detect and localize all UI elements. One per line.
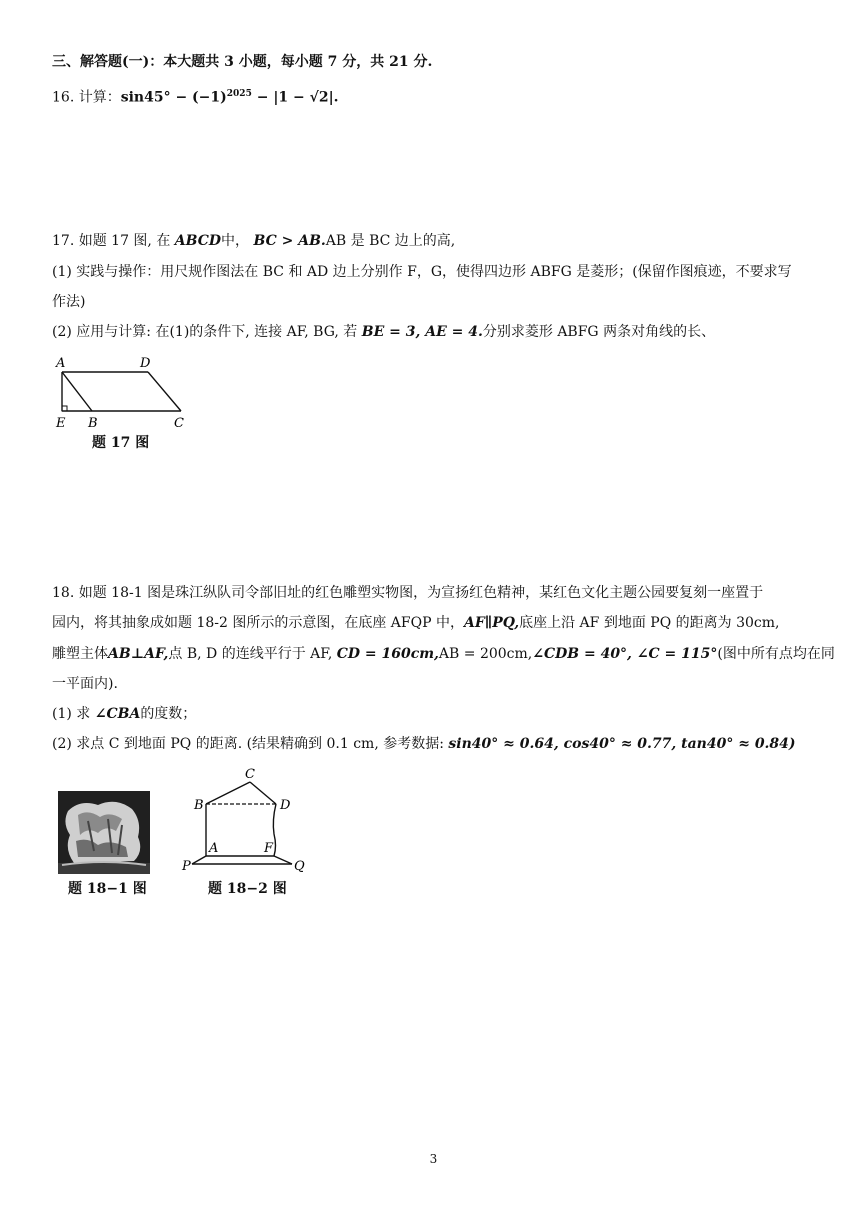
q17-math-bc-ab: BC > AB.: [253, 233, 326, 249]
figure-18-2-caption: 题 18−2 图: [208, 881, 287, 897]
q18-line-4: 一平面内).: [52, 676, 118, 692]
fig17-label-e: E: [56, 416, 66, 431]
q18-math-cba: ∠CBA: [94, 706, 141, 722]
q17-text: 17. 如题 17 图, 在: [52, 233, 171, 249]
q18-math-angles: ∠CDB = 40°, ∠C = 115°: [532, 646, 718, 662]
q17-text: 中，: [221, 233, 250, 249]
fig18-label-q: Q: [294, 859, 305, 874]
fig17-label-d: D: [140, 356, 151, 371]
q18-line-2: [52, 613, 779, 633]
q18-text: 点 B, D 的连线平行于 AF,: [168, 646, 333, 662]
figure-17-parallelogram: [50, 350, 200, 435]
fig18-label-b: B: [194, 798, 204, 813]
question-16: [52, 84, 339, 108]
q16-prefix: 计算：: [78, 89, 121, 106]
q18-part-1: [52, 704, 196, 724]
q17-line-2: (1) 实践与操作：用尺规作图法在 BC 和 AD 边上分别作 F，G，使得四边形 ABFG 是菱形；(保留作图痕迹，不要求写: [52, 264, 792, 280]
q17-line-3: 作法): [52, 294, 86, 310]
q18-line-1: 18. 如题 18-1 图是珠江纵队司令部旧址的红色雕塑实物图，为宣扬红色精神，某红色文化主题公园要复刻一座置于: [52, 585, 764, 601]
figure-18-1-photo: [58, 791, 150, 874]
fig17-label-c: C: [174, 416, 184, 431]
fig18-label-a: A: [209, 841, 219, 856]
fig18-label-f: F: [264, 841, 274, 856]
q18-math-cd: CD = 160cm,: [336, 646, 439, 662]
section-heading: 三、解答题(一)：本大题共 3 小题，每小题 7 分，共 21 分.: [52, 54, 433, 70]
q17-text: AB 是 BC 边上的高,: [325, 233, 456, 249]
fig18-label-p: P: [182, 859, 191, 874]
page-number: 3: [429, 1152, 438, 1166]
q18-text: AB = 200cm,: [438, 646, 533, 662]
fig17-label-a: A: [56, 356, 66, 371]
q16-exponent: 2025: [226, 89, 252, 99]
q18-text: (图中所有点均在同: [717, 646, 835, 662]
q18-math-af-pq: AF∥PQ,: [463, 615, 520, 631]
q18-math-ab-af: AB⊥AF,: [108, 646, 169, 662]
figure-18-2-diagram: [180, 764, 310, 879]
sculpture-image: [58, 791, 150, 874]
q17-text: (2) 应用与计算: 在(1)的条件下, 连接 AF, BG, 若: [52, 324, 358, 340]
q18-text: 底座上沿 AF 到地面 PQ 的距离为 30cm,: [519, 615, 780, 631]
q18-text: 园内，将其抽象成如题 18-2 图所示的示意图，在底座 AFQP 中，: [52, 615, 464, 631]
fig17-label-b: B: [88, 416, 98, 431]
figure-18-1-caption: 题 18−1 图: [68, 881, 147, 897]
q16-number: 16.: [52, 89, 75, 106]
q16-expr-b: − |1 − √2|.: [251, 89, 339, 106]
q18-text: (1) 求: [52, 706, 91, 722]
q18-part-2: [52, 734, 796, 754]
fig18-label-c: C: [245, 767, 255, 782]
q17-math-be-ae: BE = 3, AE = 4.: [361, 324, 483, 340]
q18-text: 雕塑主体: [52, 646, 108, 662]
fig18-label-d: D: [280, 798, 291, 813]
q17-text: 分别求菱形 ABFG 两条对角线的长、: [482, 324, 716, 340]
q17-math-abcd: ABCD: [174, 233, 222, 249]
q18-math-reference: sin40° ≈ 0.64, cos40° ≈ 0.77, tan40° ≈ 0.84): [448, 736, 796, 752]
q17-line-4: [52, 322, 715, 342]
q18-line-3: [52, 644, 835, 664]
q18-text: 的度数；: [140, 706, 197, 722]
q16-expr-a: sin45° − (−1): [120, 89, 227, 106]
q17-line-1: [52, 231, 455, 251]
q18-text: (2) 求点 C 到地面 PQ 的距离. (结果精确到 0.1 cm, 参考数据:: [52, 736, 444, 752]
figure-17-caption: 题 17 图: [92, 435, 150, 451]
